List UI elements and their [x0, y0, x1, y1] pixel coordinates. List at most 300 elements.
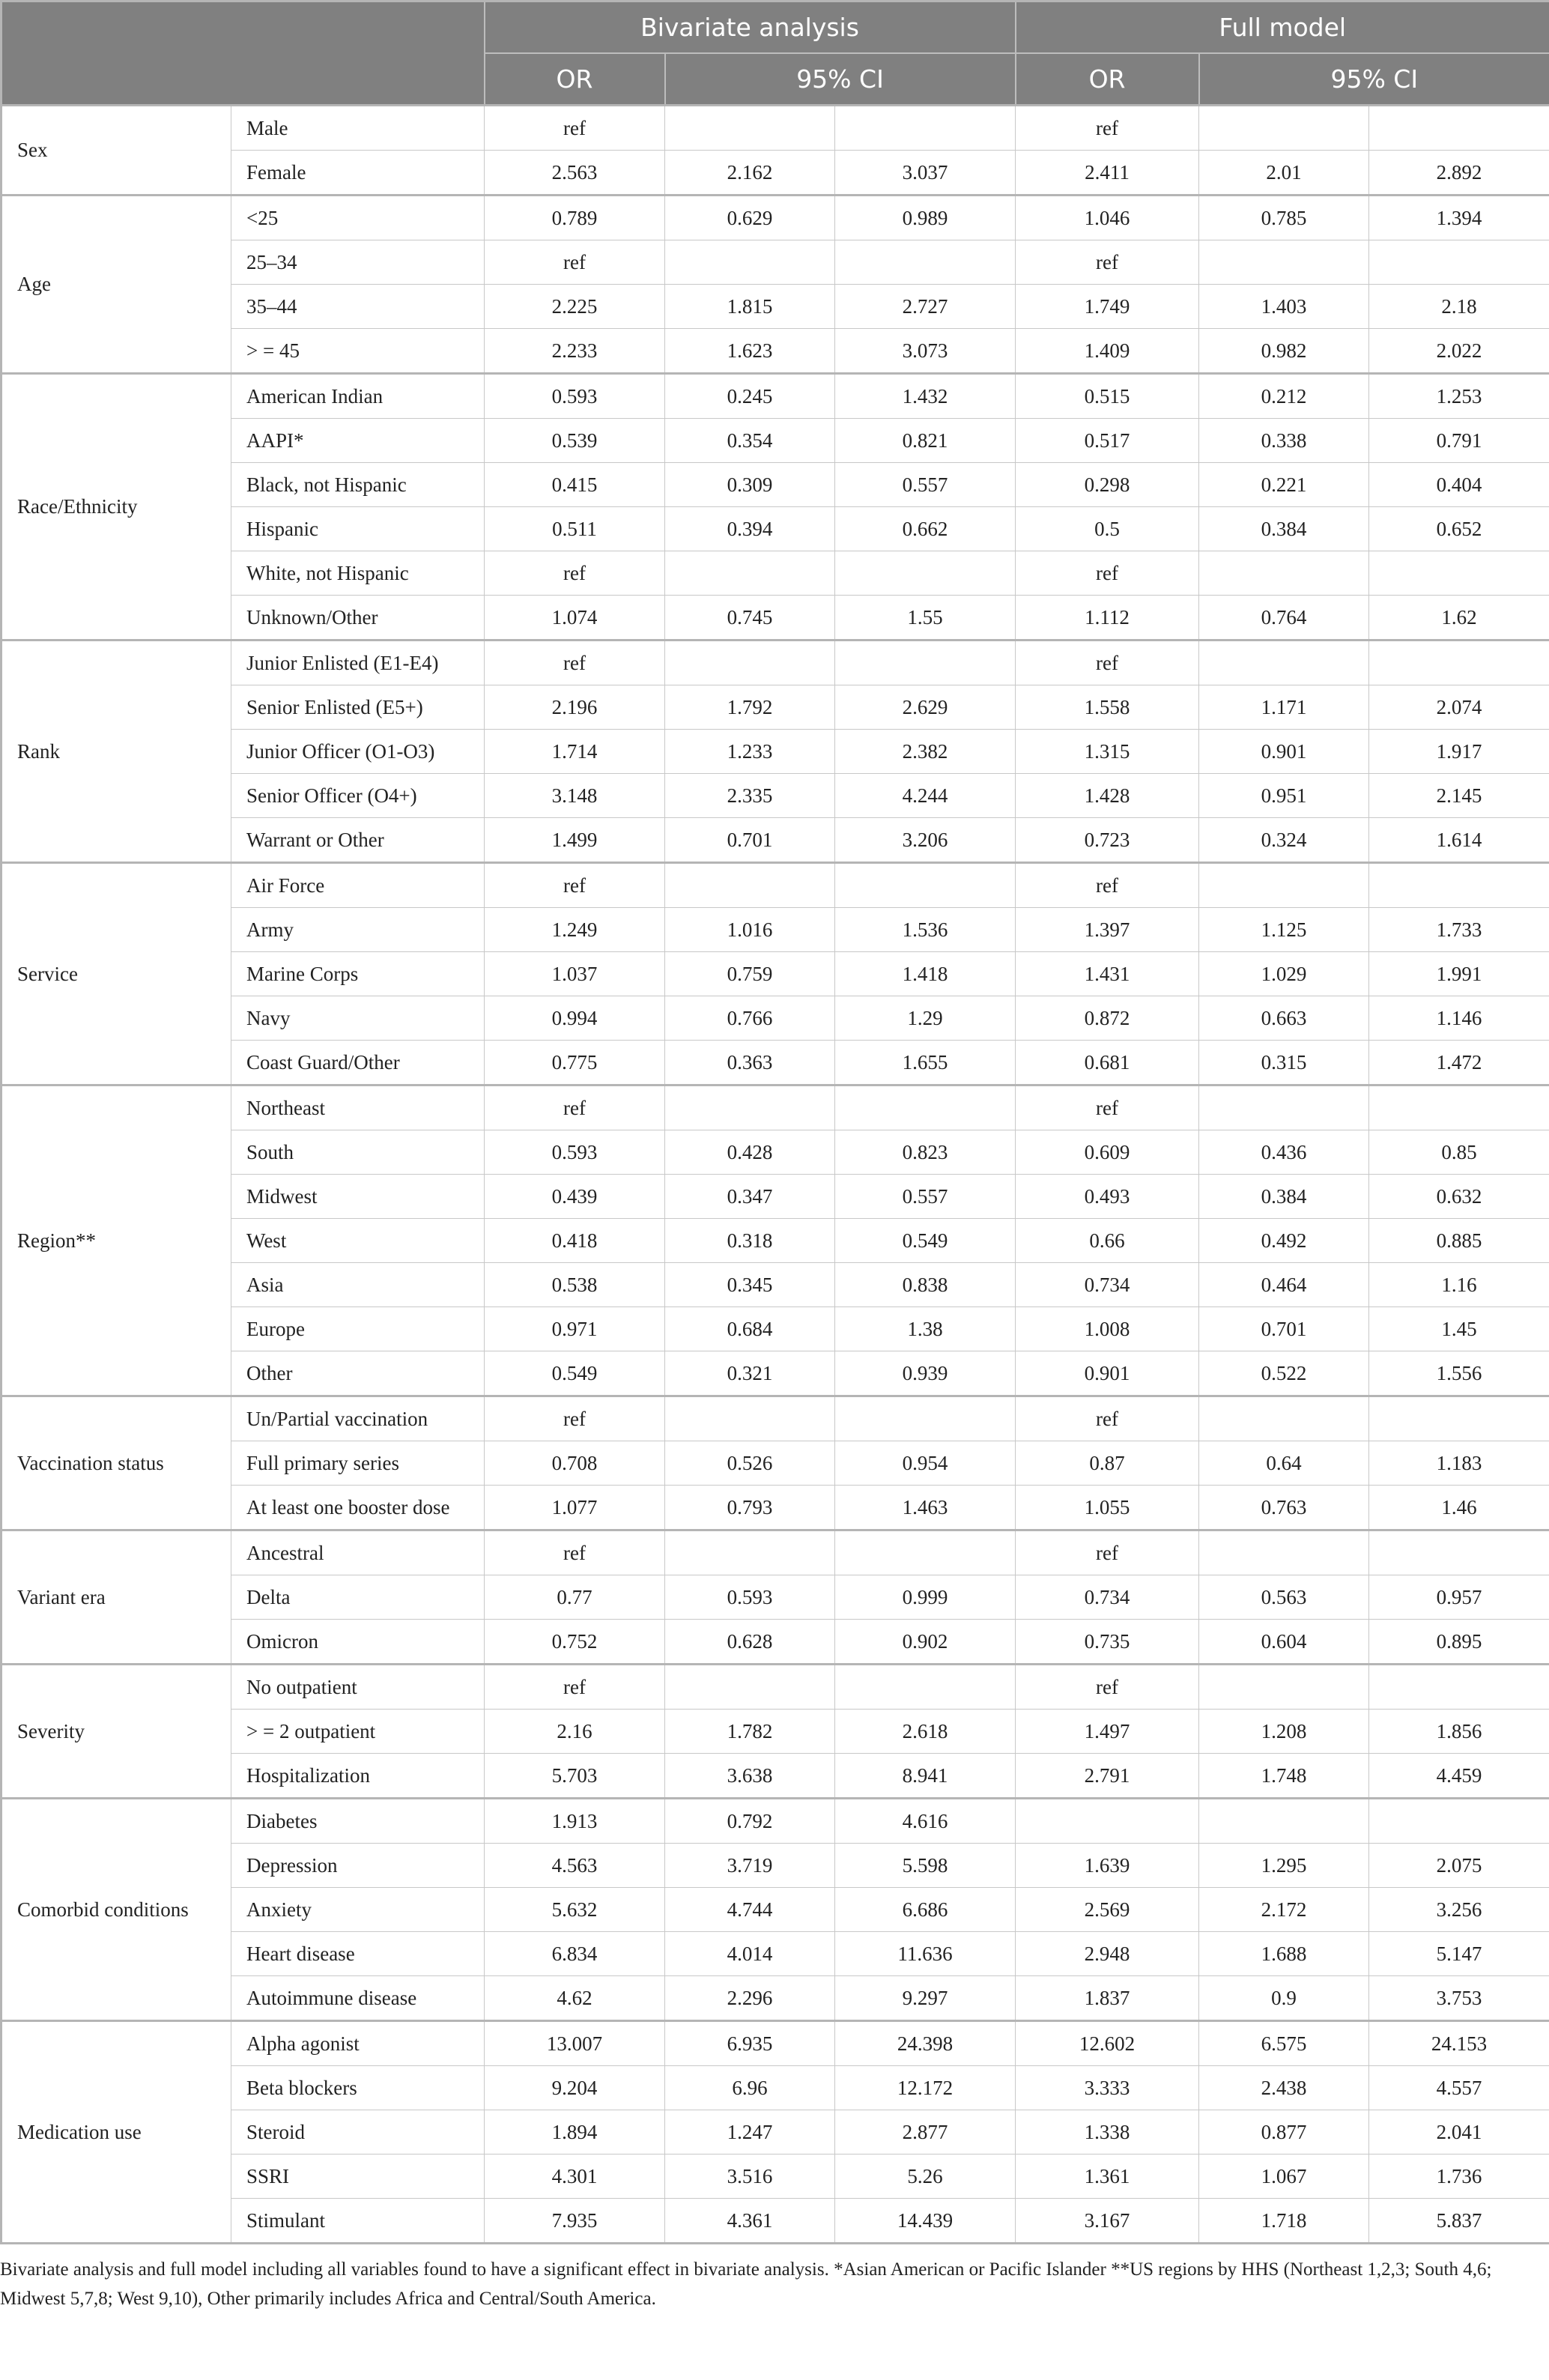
level-label: Senior Officer (O4+): [231, 774, 485, 818]
ci-high-full: 1.146: [1369, 996, 1549, 1041]
or-full: 0.901: [1016, 1351, 1199, 1396]
or-bivariate: 1.249: [485, 908, 665, 952]
ci-high-bivariate: 3.206: [835, 818, 1016, 863]
level-label: > = 45: [231, 329, 485, 374]
or-full: ref: [1016, 1396, 1199, 1441]
or-full: [1016, 1799, 1199, 1844]
variable-label: Comorbid conditions: [1, 1799, 231, 2021]
header-ci-full: 95% CI: [1199, 53, 1549, 106]
or-full: ref: [1016, 1665, 1199, 1710]
level-label: Beta blockers: [231, 2066, 485, 2110]
or-full: 1.431: [1016, 952, 1199, 996]
ci-high-bivariate: 11.636: [835, 1932, 1016, 1976]
level-label: Steroid: [231, 2110, 485, 2155]
table-row: [1, 641, 1549, 685]
ci-low-full: 0.64: [1199, 1441, 1369, 1486]
ci-low-full: 2.172: [1199, 1888, 1369, 1932]
ci-low-full: 1.748: [1199, 1754, 1369, 1799]
ci-high-bivariate: 0.557: [835, 463, 1016, 507]
ci-high-full: [1369, 551, 1549, 596]
ci-high-full: [1369, 106, 1549, 151]
or-bivariate: 0.971: [485, 1307, 665, 1351]
or-bivariate: 4.563: [485, 1844, 665, 1888]
ci-high-bivariate: [835, 641, 1016, 685]
ci-low-full: 0.877: [1199, 2110, 1369, 2155]
ci-high-bivariate: 5.26: [835, 2155, 1016, 2199]
level-label: Anxiety: [231, 1888, 485, 1932]
ci-low-bivariate: 2.162: [665, 151, 835, 196]
level-label: Junior Officer (O1-O3): [231, 730, 485, 774]
or-bivariate: 0.511: [485, 507, 665, 551]
header-ci-bivariate: 95% CI: [665, 53, 1016, 106]
table-body: [1, 106, 1549, 2244]
table-row: [1, 1844, 1549, 1888]
or-full: ref: [1016, 551, 1199, 596]
or-full: 1.397: [1016, 908, 1199, 952]
ci-low-full: 1.029: [1199, 952, 1369, 996]
table-row: [1, 818, 1549, 863]
or-bivariate: 0.593: [485, 1130, 665, 1175]
ci-high-bivariate: 0.989: [835, 196, 1016, 240]
ci-low-bivariate: [665, 641, 835, 685]
or-full: 1.837: [1016, 1976, 1199, 2021]
ci-low-bivariate: 0.792: [665, 1799, 835, 1844]
or-bivariate: 4.62: [485, 1976, 665, 2021]
ci-low-full: 0.464: [1199, 1263, 1369, 1307]
table-row: [1, 1530, 1549, 1575]
level-label: Depression: [231, 1844, 485, 1888]
level-label: Senior Enlisted (E5+): [231, 685, 485, 730]
ci-high-full: 1.62: [1369, 596, 1549, 641]
ci-high-full: 2.892: [1369, 151, 1549, 196]
table-row: [1, 1710, 1549, 1754]
ci-high-bivariate: 1.55: [835, 596, 1016, 641]
ci-high-full: 0.895: [1369, 1620, 1549, 1665]
or-full: ref: [1016, 1530, 1199, 1575]
table-row: [1, 863, 1549, 908]
ci-low-full: 0.663: [1199, 996, 1369, 1041]
ci-high-full: 4.557: [1369, 2066, 1549, 2110]
or-full: 1.112: [1016, 596, 1199, 641]
ci-high-bivariate: 0.557: [835, 1175, 1016, 1219]
or-bivariate: 0.418: [485, 1219, 665, 1263]
level-label: Heart disease: [231, 1932, 485, 1976]
or-bivariate: 5.703: [485, 1754, 665, 1799]
or-bivariate: 0.708: [485, 1441, 665, 1486]
table-row: [1, 419, 1549, 463]
level-label: Stimulant: [231, 2199, 485, 2244]
table-row: [1, 463, 1549, 507]
ci-high-bivariate: [835, 1665, 1016, 1710]
level-label: Alpha agonist: [231, 2021, 485, 2066]
ci-low-bivariate: [665, 551, 835, 596]
or-bivariate: 0.994: [485, 996, 665, 1041]
or-full: 1.428: [1016, 774, 1199, 818]
level-label: Male: [231, 106, 485, 151]
or-bivariate: 0.439: [485, 1175, 665, 1219]
or-bivariate: 2.16: [485, 1710, 665, 1754]
table-row: [1, 1307, 1549, 1351]
or-bivariate: ref: [485, 1396, 665, 1441]
or-full: ref: [1016, 863, 1199, 908]
ci-low-bivariate: 0.245: [665, 374, 835, 419]
ci-high-full: 2.18: [1369, 285, 1549, 329]
or-full: 1.409: [1016, 329, 1199, 374]
level-label: American Indian: [231, 374, 485, 419]
level-label: Autoimmune disease: [231, 1976, 485, 2021]
header-or-bivariate: OR: [485, 53, 665, 106]
level-label: 25–34: [231, 240, 485, 285]
ci-low-bivariate: 2.296: [665, 1976, 835, 2021]
ci-high-bivariate: 1.655: [835, 1041, 1016, 1085]
ci-high-full: 3.753: [1369, 1976, 1549, 2021]
or-full: 1.055: [1016, 1486, 1199, 1530]
ci-low-full: [1199, 1396, 1369, 1441]
or-full: 12.602: [1016, 2021, 1199, 2066]
level-label: Midwest: [231, 1175, 485, 1219]
variable-label: Age: [1, 196, 231, 374]
level-label: Delta: [231, 1575, 485, 1620]
variable-label: Service: [1, 863, 231, 1085]
ci-high-full: 1.733: [1369, 908, 1549, 952]
or-full: 0.298: [1016, 463, 1199, 507]
table-row: [1, 730, 1549, 774]
header-full-model: Full model: [1016, 1, 1549, 54]
ci-low-bivariate: [665, 1085, 835, 1130]
ci-high-full: [1369, 1799, 1549, 1844]
level-label: At least one booster dose: [231, 1486, 485, 1530]
or-full: 0.66: [1016, 1219, 1199, 1263]
ci-high-full: [1369, 641, 1549, 685]
or-bivariate: 0.538: [485, 1263, 665, 1307]
ci-low-bivariate: [665, 1530, 835, 1575]
ci-high-bivariate: 0.999: [835, 1575, 1016, 1620]
table-row: [1, 1219, 1549, 1263]
or-full: 2.948: [1016, 1932, 1199, 1976]
ci-high-full: 0.957: [1369, 1575, 1549, 1620]
or-bivariate: 1.074: [485, 596, 665, 641]
or-bivariate: ref: [485, 1085, 665, 1130]
or-bivariate: 1.894: [485, 2110, 665, 2155]
or-full: 2.411: [1016, 151, 1199, 196]
table-row: [1, 1396, 1549, 1441]
ci-high-bivariate: [835, 1396, 1016, 1441]
ci-low-bivariate: 0.593: [665, 1575, 835, 1620]
variable-label: Region**: [1, 1085, 231, 1396]
ci-high-bivariate: 14.439: [835, 2199, 1016, 2244]
ci-low-full: [1199, 240, 1369, 285]
table-header: [1, 1, 1549, 106]
ci-low-bivariate: [665, 863, 835, 908]
table-row: [1, 1175, 1549, 1219]
ci-high-bivariate: 2.727: [835, 285, 1016, 329]
or-bivariate: 0.789: [485, 196, 665, 240]
level-label: South: [231, 1130, 485, 1175]
table-row: [1, 2155, 1549, 2199]
table-row: [1, 952, 1549, 996]
level-label: Diabetes: [231, 1799, 485, 1844]
ci-high-full: 0.85: [1369, 1130, 1549, 1175]
or-full: 0.681: [1016, 1041, 1199, 1085]
ci-low-full: 0.982: [1199, 329, 1369, 374]
table-row: [1, 1130, 1549, 1175]
ci-low-full: 0.384: [1199, 1175, 1369, 1219]
ci-low-full: 1.208: [1199, 1710, 1369, 1754]
level-label: No outpatient: [231, 1665, 485, 1710]
ci-high-bivariate: [835, 863, 1016, 908]
ci-high-full: 1.253: [1369, 374, 1549, 419]
or-bivariate: 2.196: [485, 685, 665, 730]
ci-high-full: 2.041: [1369, 2110, 1549, 2155]
ci-low-full: 0.324: [1199, 818, 1369, 863]
ci-high-bivariate: 5.598: [835, 1844, 1016, 1888]
ci-high-bivariate: 0.939: [835, 1351, 1016, 1396]
ci-low-full: 1.295: [1199, 1844, 1369, 1888]
table-row: [1, 1575, 1549, 1620]
ci-low-bivariate: 0.318: [665, 1219, 835, 1263]
or-full: 0.5: [1016, 507, 1199, 551]
ci-high-bivariate: [835, 551, 1016, 596]
or-full: 2.791: [1016, 1754, 1199, 1799]
ci-high-full: 0.791: [1369, 419, 1549, 463]
ci-low-full: [1199, 863, 1369, 908]
table-row: [1, 2110, 1549, 2155]
ci-low-full: 0.604: [1199, 1620, 1369, 1665]
ci-high-bivariate: 1.536: [835, 908, 1016, 952]
or-bivariate: 2.233: [485, 329, 665, 374]
level-label: Omicron: [231, 1620, 485, 1665]
level-label: Asia: [231, 1263, 485, 1307]
variable-label: Rank: [1, 641, 231, 863]
ci-low-bivariate: 1.247: [665, 2110, 835, 2155]
ci-high-bivariate: 3.037: [835, 151, 1016, 196]
ci-low-full: 0.9: [1199, 1976, 1369, 2021]
table-row: [1, 1754, 1549, 1799]
ci-low-full: 0.522: [1199, 1351, 1369, 1396]
ci-low-full: 1.171: [1199, 685, 1369, 730]
ci-high-full: 1.183: [1369, 1441, 1549, 1486]
or-bivariate: 5.632: [485, 1888, 665, 1932]
ci-high-full: [1369, 1085, 1549, 1130]
or-full: 0.723: [1016, 818, 1199, 863]
table-row: [1, 196, 1549, 240]
table-row: [1, 2199, 1549, 2244]
or-full: 0.517: [1016, 419, 1199, 463]
ci-low-bivariate: [665, 1665, 835, 1710]
or-bivariate: 0.539: [485, 419, 665, 463]
ci-low-bivariate: 1.016: [665, 908, 835, 952]
table-row: [1, 996, 1549, 1041]
ci-low-bivariate: 3.719: [665, 1844, 835, 1888]
ci-low-full: 1.688: [1199, 1932, 1369, 1976]
ci-high-bivariate: 4.244: [835, 774, 1016, 818]
level-label: > = 2 outpatient: [231, 1710, 485, 1754]
ci-low-bivariate: 0.347: [665, 1175, 835, 1219]
or-full: 1.046: [1016, 196, 1199, 240]
ci-low-bivariate: 4.361: [665, 2199, 835, 2244]
table-row: [1, 685, 1549, 730]
ci-low-full: [1199, 641, 1369, 685]
ci-high-bivariate: 0.954: [835, 1441, 1016, 1486]
ci-high-full: 1.991: [1369, 952, 1549, 996]
ci-high-bivariate: 24.398: [835, 2021, 1016, 2066]
table-row: [1, 1665, 1549, 1710]
or-full: 0.493: [1016, 1175, 1199, 1219]
ci-high-bivariate: 2.877: [835, 2110, 1016, 2155]
ci-high-bivariate: 9.297: [835, 1976, 1016, 2021]
or-full: 1.497: [1016, 1710, 1199, 1754]
ci-high-full: 1.45: [1369, 1307, 1549, 1351]
level-label: West: [231, 1219, 485, 1263]
level-label: Hospitalization: [231, 1754, 485, 1799]
table-row: [1, 1263, 1549, 1307]
ci-low-bivariate: 0.526: [665, 1441, 835, 1486]
or-full: 1.558: [1016, 685, 1199, 730]
or-full: ref: [1016, 1085, 1199, 1130]
ci-high-bivariate: 1.38: [835, 1307, 1016, 1351]
ci-high-full: 1.736: [1369, 2155, 1549, 2199]
ci-high-bivariate: 8.941: [835, 1754, 1016, 1799]
variable-label: Sex: [1, 106, 231, 196]
ci-high-full: 5.837: [1369, 2199, 1549, 2244]
ci-low-full: 0.563: [1199, 1575, 1369, 1620]
ci-low-bivariate: 0.745: [665, 596, 835, 641]
or-bivariate: 2.563: [485, 151, 665, 196]
ci-low-full: [1199, 1665, 1369, 1710]
ci-high-full: 1.394: [1369, 196, 1549, 240]
table-row: [1, 106, 1549, 151]
or-bivariate: 7.935: [485, 2199, 665, 2244]
ci-high-bivariate: 1.463: [835, 1486, 1016, 1530]
table-row: [1, 1799, 1549, 1844]
table-row: [1, 596, 1549, 641]
or-bivariate: 1.077: [485, 1486, 665, 1530]
ci-low-bivariate: 0.759: [665, 952, 835, 996]
variable-label: Variant era: [1, 1530, 231, 1665]
level-label: Junior Enlisted (E1-E4): [231, 641, 485, 685]
ci-low-bivariate: 1.815: [665, 285, 835, 329]
ci-low-full: [1199, 1530, 1369, 1575]
ci-low-full: 1.718: [1199, 2199, 1369, 2244]
ci-low-bivariate: 1.623: [665, 329, 835, 374]
ci-low-full: 0.763: [1199, 1486, 1369, 1530]
ci-low-bivariate: 6.935: [665, 2021, 835, 2066]
ci-low-full: 0.384: [1199, 507, 1369, 551]
or-full: 0.735: [1016, 1620, 1199, 1665]
table-row: [1, 551, 1549, 596]
ci-low-bivariate: 0.309: [665, 463, 835, 507]
table-row: [1, 151, 1549, 196]
level-label: Unknown/Other: [231, 596, 485, 641]
ci-high-full: [1369, 1396, 1549, 1441]
level-label: SSRI: [231, 2155, 485, 2199]
ci-low-full: 0.492: [1199, 1219, 1369, 1263]
or-bivariate: 1.037: [485, 952, 665, 996]
table-row: [1, 1888, 1549, 1932]
table-row: [1, 374, 1549, 419]
level-label: Coast Guard/Other: [231, 1041, 485, 1085]
ci-low-bivariate: 0.345: [665, 1263, 835, 1307]
ci-high-full: 0.652: [1369, 507, 1549, 551]
level-label: Ancestral: [231, 1530, 485, 1575]
or-bivariate: ref: [485, 1665, 665, 1710]
ci-low-bivariate: 1.233: [665, 730, 835, 774]
ci-low-bivariate: 0.766: [665, 996, 835, 1041]
level-label: Air Force: [231, 863, 485, 908]
ci-high-bivariate: 2.618: [835, 1710, 1016, 1754]
ci-high-full: [1369, 1530, 1549, 1575]
level-label: Full primary series: [231, 1441, 485, 1486]
ci-high-full: [1369, 863, 1549, 908]
level-label: Marine Corps: [231, 952, 485, 996]
table-row: [1, 1441, 1549, 1486]
ci-high-bivariate: 0.662: [835, 507, 1016, 551]
ci-low-bivariate: [665, 240, 835, 285]
or-bivariate: 0.593: [485, 374, 665, 419]
ci-high-full: 1.16: [1369, 1263, 1549, 1307]
ci-low-full: 1.067: [1199, 2155, 1369, 2199]
or-full: 1.361: [1016, 2155, 1199, 2199]
ci-low-full: 0.785: [1199, 196, 1369, 240]
or-full: 0.734: [1016, 1575, 1199, 1620]
ci-low-bivariate: 1.792: [665, 685, 835, 730]
ci-low-full: 0.315: [1199, 1041, 1369, 1085]
or-full: 0.609: [1016, 1130, 1199, 1175]
ci-high-bivariate: 3.073: [835, 329, 1016, 374]
or-bivariate: ref: [485, 863, 665, 908]
ci-low-full: 0.701: [1199, 1307, 1369, 1351]
table-row: [1, 2021, 1549, 2066]
ci-low-bivariate: [665, 1396, 835, 1441]
ci-high-bivariate: 1.418: [835, 952, 1016, 996]
ci-high-bivariate: 12.172: [835, 2066, 1016, 2110]
or-bivariate: 1.714: [485, 730, 665, 774]
table-row: [1, 329, 1549, 374]
ci-high-bivariate: [835, 106, 1016, 151]
ci-low-full: 0.338: [1199, 419, 1369, 463]
ci-low-full: 6.575: [1199, 2021, 1369, 2066]
or-full: 0.872: [1016, 996, 1199, 1041]
or-bivariate: 1.913: [485, 1799, 665, 1844]
or-full: 1.008: [1016, 1307, 1199, 1351]
ci-low-full: 1.125: [1199, 908, 1369, 952]
ci-low-full: 2.438: [1199, 2066, 1369, 2110]
ci-high-bivariate: 6.686: [835, 1888, 1016, 1932]
table-row: [1, 1932, 1549, 1976]
ci-high-full: 3.256: [1369, 1888, 1549, 1932]
ci-high-bivariate: [835, 1085, 1016, 1130]
ci-high-full: 1.856: [1369, 1710, 1549, 1754]
ci-low-full: [1199, 1085, 1369, 1130]
ci-low-bivariate: 0.354: [665, 419, 835, 463]
ci-high-full: 4.459: [1369, 1754, 1549, 1799]
or-full: 1.749: [1016, 285, 1199, 329]
ci-low-bivariate: 4.744: [665, 1888, 835, 1932]
variable-label: Race/Ethnicity: [1, 374, 231, 641]
or-bivariate: 0.775: [485, 1041, 665, 1085]
or-full: 3.167: [1016, 2199, 1199, 2244]
ci-high-bivariate: 0.821: [835, 419, 1016, 463]
ci-low-full: 0.221: [1199, 463, 1369, 507]
ci-low-bivariate: 0.394: [665, 507, 835, 551]
table-row: [1, 507, 1549, 551]
ci-high-full: 2.022: [1369, 329, 1549, 374]
level-label: <25: [231, 196, 485, 240]
or-full: 0.87: [1016, 1441, 1199, 1486]
ci-low-bivariate: 4.014: [665, 1932, 835, 1976]
ci-low-bivariate: 3.638: [665, 1754, 835, 1799]
level-label: Warrant or Other: [231, 818, 485, 863]
